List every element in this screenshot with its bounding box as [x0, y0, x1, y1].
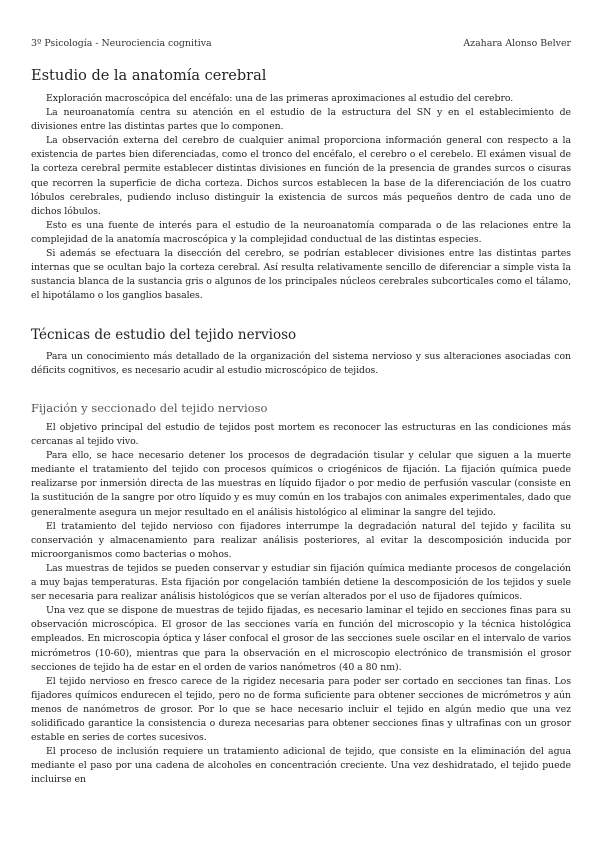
section-title-tecnicas: Técnicas de estudio del tejido nervioso	[31, 327, 297, 343]
paragraph: El tratamiento del tejido nervioso con fijadores interrumpe la degradación natural del tejido y facilita su conservación y almacenamiento para realizar análisis posteriores, al evitar la descomposición inducida por microorganismos como bacterias o mohos.	[31, 520, 571, 560]
paragraph: Para un conocimiento más detallado de la organización del sistema nervioso y sus alteraciones asociadas con déficits cognitivos, es necesario acudir al estudio microscópico de tejidos.	[31, 351, 571, 377]
section-body-anatomia	[31, 92, 571, 303]
section-title-anatomia: Estudio de la anatomía cerebral	[31, 68, 267, 84]
paragraph: Una vez que se dispone de muestras de tejido fijadas, es necesario laminar el tejido en secciones finas para su observación microscópica. El grosor de las secciones varía en función del microscopio y la técnica histológica empleados. En microscopia óptica y láser confocal el grosor de las secciones suele oscilar en el intervalo de varios micrómetros (10-60), mientras que para la observación en el microscopio electrónico de transmisión el grosor secciones de tejido ha de estar en el orden de varios nanómetros (40 a 80 nm).	[31, 605, 571, 673]
paragraph: Si además se efectuara la disección del cerebro, se podrían establecer divisiones entre las distintas partes internas que se ocultan bajo la corteza cerebral. Así resulta relativamente sencillo de diferenciar a simple vista la sustancia blanca de la sustancia gris o algunos de los principales núcleos cerebrales subcorticales como el tálamo, el hipotálamo o los ganglios basales.	[31, 248, 571, 302]
paragraph: Exploración macroscópica del encéfalo: una de las primeras aproximaciones al estudio del cerebro.	[46, 93, 514, 104]
paragraph: El tejido nervioso en fresco carece de la rigidez necesaria para poder ser cortado en secciones tan finas. Los fijadores químicos endurecen el tejido, pero no de forma suficiente para obtener secciones de micrómetros y aún menos de nanómetros de grosor. Por lo que se hace necesario incluir el tejido en algún medio que una vez solidificado garantice la consistencia o dureza necesarias para obtener secciones finas y ultrafinas con un grosor estable en series de cortes sucesivos.	[31, 675, 571, 744]
paragraph: La observación externa del cerebro de cualquier animal proporciona información general con respecto a la existencia de partes bien diferenciadas, como el tronco del encéfalo, el cerebro o el cerebelo. El exámen visual de la corteza cerebral permite establecer distintas divisiones en función de la presencia de grandes surcos o cisuras que recorren la superficie de dicha corteza. Dichos surcos establecen la base de la diferenciación de los cuatro lóbulos cerebrales, pudiendo incluso distinguir la existencia de surcos más pequeños dentro de cada uno de dichos lóbulos.	[31, 135, 571, 217]
section-body-tecnicas	[31, 350, 571, 378]
paragraph: El proceso de inclusión requiere un tratamiento adicional de tejido, que consiste en la eliminación del agua mediante el paso por una cadena de alcoholes en concentración creciente. Una vez deshidratado, el tejido puede incluirse en	[31, 746, 571, 786]
header-course: 3º Psicología - Neurociencia cognitiva	[31, 38, 212, 49]
subsection-title-fijacion: Fijación y seccionado del tejido nervioso	[31, 401, 268, 415]
paragraph: Para ello, se hace necesario detener los procesos de degradación tisular y celular que siguen a la muerte mediante el tratamiento del tejido con procesos químicos o criogénicos de fijación. La fijación química puede realizarse por inmersión directa de las muestras en líquido fijador o por medio de perfusión vascular (consiste en la sustitución de la sangre por otro líquido y es muy común en los trabajos con animales experimentales, dado que generalmente asegura un mejor resultado en el análisis histológico al eliminar la sangre del tejido.	[31, 450, 571, 518]
page-header	[31, 38, 571, 52]
paragraph: Las muestras de tejidos se pueden conservar y estudiar sin fijación química mediante procesos de congelación a muy bajas temperaturas. Esta fijación por congelación también detiene la descomposición de los tejidos y suele ser necesaria para realizar análisis histológicos que se verían alterados por el uso de fijadores químicos.	[31, 562, 571, 603]
paragraph: Esto es una fuente de interés para el estudio de la neuroanatomía comparada o de las relaciones entre la complejidad de la anatomía macroscópica y la complejidad conductual de las distintas especies.	[31, 219, 571, 245]
header-author: Azahara Alonso Belver	[463, 38, 571, 49]
paragraph: El objetivo principal del estudio de tejidos post mortem es reconocer las estructuras en las condiciones más cercanas al tejido vivo.	[31, 422, 571, 448]
paragraph: La neuroanatomía centra su atención en el estudio de la estructura del SN y en el establecimiento de divisiones entre las distintas partes que lo componen.	[31, 107, 571, 133]
subsection-body-fijacion	[31, 421, 571, 787]
